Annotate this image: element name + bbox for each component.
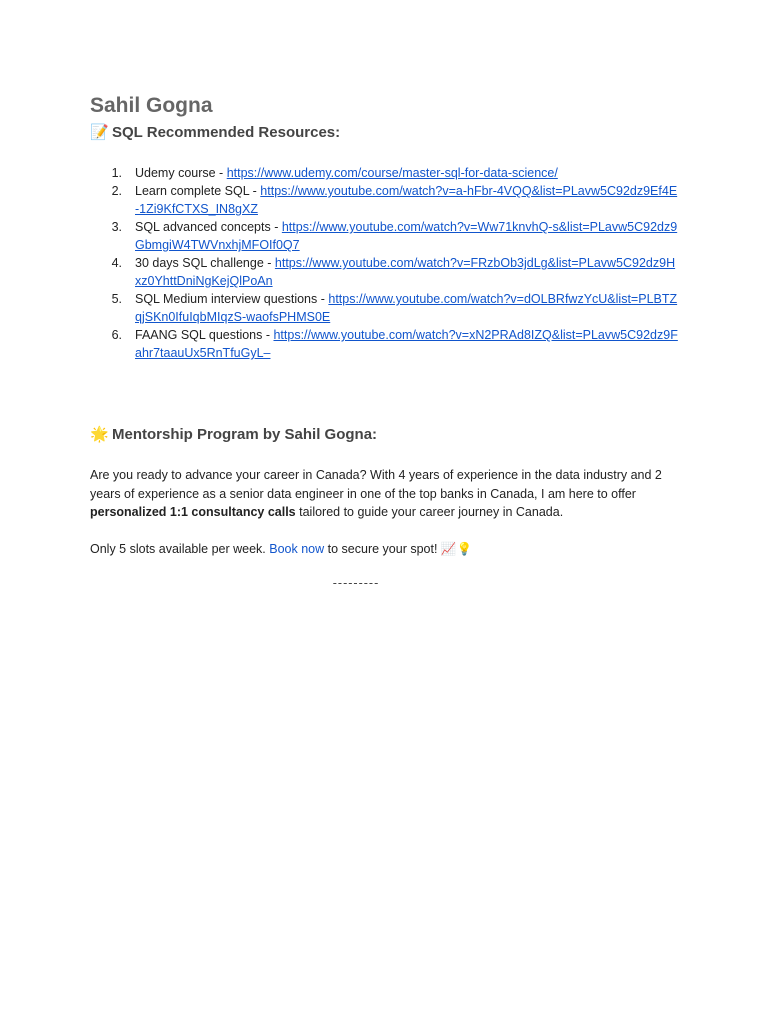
slots-text-end: to secure your spot! — [324, 541, 441, 556]
section-divider: --------- — [332, 576, 380, 590]
list-item-label: SQL advanced concepts - — [135, 220, 282, 234]
list-item-label: SQL Medium interview questions - — [135, 292, 329, 306]
list-item-label: Udemy course - — [135, 166, 227, 180]
list-number: 4. — [111, 256, 122, 270]
list-item-label: FAANG SQL questions - — [135, 328, 274, 342]
sql-resource-list — [90, 164, 680, 362]
memo-icon: 📝 — [90, 124, 109, 141]
list-number: 5. — [111, 292, 122, 306]
mentorship-heading — [90, 424, 680, 446]
advanced-concepts-link[interactable]: https://www.youtube.com/watch?v=Ww71knvhQ-s&list=PLavw5C92dz9GbmgiW4TWVnxhjMFOIf0Q7 — [135, 220, 678, 252]
star-icon: 🌟 — [90, 426, 109, 443]
interview-questions-link[interactable]: https://www.youtube.com/watch?v=dOLBRfwzYcU&list=PLBTZqjSKn0IfuIqbMIqzS-waofsPHMS0E — [135, 292, 678, 324]
description-text-end: tailored to guide your career journey in Canada. — [295, 505, 564, 519]
udemy-course-link[interactable]: https://www.udemy.com/course/master-sql-for-data-science/ — [226, 166, 558, 180]
description-text-start: Are you ready to advance your career in Canada? With 4 years of experience in the data industry and 2 years of experience as a senior data engineer in one of the top banks in Canada, I am here to offer — [90, 468, 662, 501]
document-title: Sahil Gogna — [90, 94, 213, 117]
learn-sql-link[interactable]: https://www.youtube.com/watch?v=a-hFbr-4VQQ&list=PLavw5C92dz9Ef4E-1Zi9KfCTXS_IN8gXZ — [135, 184, 678, 216]
list-item-label: 30 days SQL challenge - — [135, 256, 275, 270]
list-number: 2. — [111, 184, 122, 198]
slots-notice — [90, 540, 680, 559]
list-number: 1. — [111, 166, 122, 180]
list-item — [90, 326, 680, 362]
consultancy-calls-emphasis: personalized 1:1 consultancy calls — [90, 505, 296, 519]
sql-resources-heading — [90, 122, 680, 144]
sql-resources-heading-text: SQL Recommended Resources: — [112, 124, 341, 141]
mentorship-description — [90, 466, 680, 522]
document-page — [90, 92, 680, 590]
book-now-link[interactable]: Book now — [269, 541, 325, 556]
faang-questions-link[interactable]: https://www.youtube.com/watch?v=xN2PRAd8IZQ&list=PLavw5C92dz9Fahr7taauUx5RnTfuGyL– — [135, 328, 678, 360]
list-item — [90, 218, 680, 254]
list-item — [90, 164, 680, 182]
list-item — [90, 254, 680, 290]
list-item-label: Learn complete SQL - — [135, 184, 261, 198]
list-number: 3. — [111, 220, 122, 234]
slots-text-start: Only 5 slots available per week. — [90, 541, 270, 556]
mentorship-heading-text: Mentorship Program by Sahil Gogna: — [112, 426, 378, 443]
list-number: 6. — [111, 328, 122, 342]
list-item — [90, 182, 680, 218]
sql-challenge-link[interactable]: https://www.youtube.com/watch?v=FRzbOb3jdLg&list=PLavw5C92dz9Hxz0YhttDniNgKejQlPoAn — [135, 256, 676, 288]
list-item — [90, 290, 680, 326]
chart-bulb-icon: 📈💡 — [440, 541, 473, 556]
